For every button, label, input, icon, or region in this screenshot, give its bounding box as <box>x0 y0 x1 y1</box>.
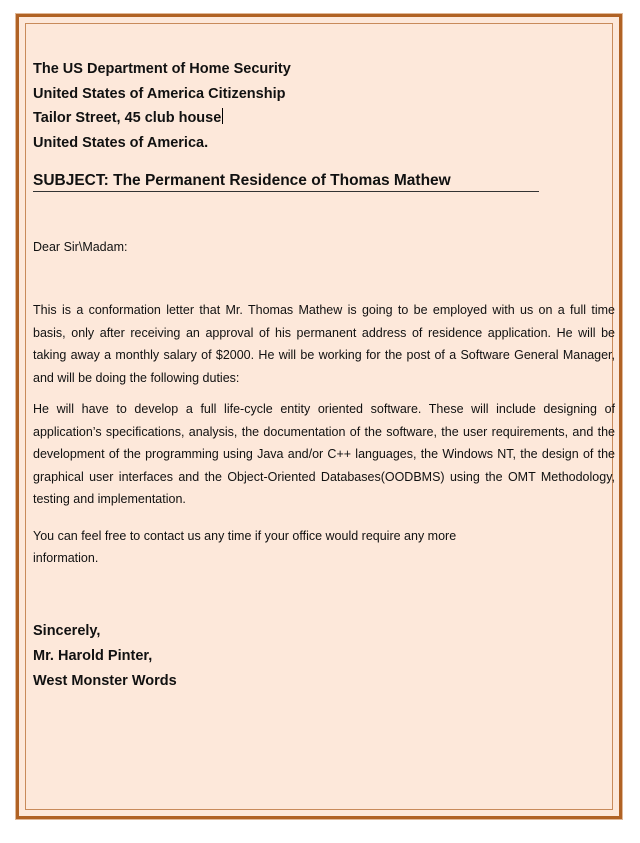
address-line-3-text: Tailor Street, 45 club house <box>33 110 222 126</box>
signer-organization: West Monster Words <box>33 672 177 689</box>
text-cursor <box>222 108 223 124</box>
closing-sincerely: Sincerely, <box>33 622 101 639</box>
address-line-3 <box>33 106 615 131</box>
letter-content[interactable] <box>33 57 615 694</box>
body-paragraph-3: You can feel free to contact us any time if your office would require any more information. <box>33 528 457 565</box>
body-paragraph-2: He will have to develop a full life-cycle entity oriented software. These will include designing of application’s specifications, analysis, the documentation of the software, the user requirements, and the development of the programming using Java and/or C++ languages, the Windows NT, the design of the graphical user interfaces and the Object-Oriented Databases(OODBMS) using the OMT Methodology, testing and implementation. <box>33 402 615 506</box>
signer-name: Mr. Harold Pinter, <box>33 647 153 664</box>
subject-line: SUBJECT: The Permanent Residence of Thomas Mathew <box>33 172 539 192</box>
recipient-address <box>33 57 615 155</box>
address-line-2: United States of America Citizenship <box>33 85 286 102</box>
address-line-1: The US Department of Home Security <box>33 61 291 77</box>
salutation: Dear Sir\Madam: <box>33 240 128 254</box>
signature-block <box>33 619 615 694</box>
body-paragraph-1: This is a conformation letter that Mr. Thomas Mathew is going to be employed with us on a full time basis, only after receiving an approval of his permanent address of residence application. He will be taking away a monthly salary of $2000. He will be working for the post of a Software General Manager, and will be doing the following duties: <box>33 303 615 385</box>
address-line-4: United States of America. <box>33 134 209 151</box>
letter-page <box>16 14 622 819</box>
